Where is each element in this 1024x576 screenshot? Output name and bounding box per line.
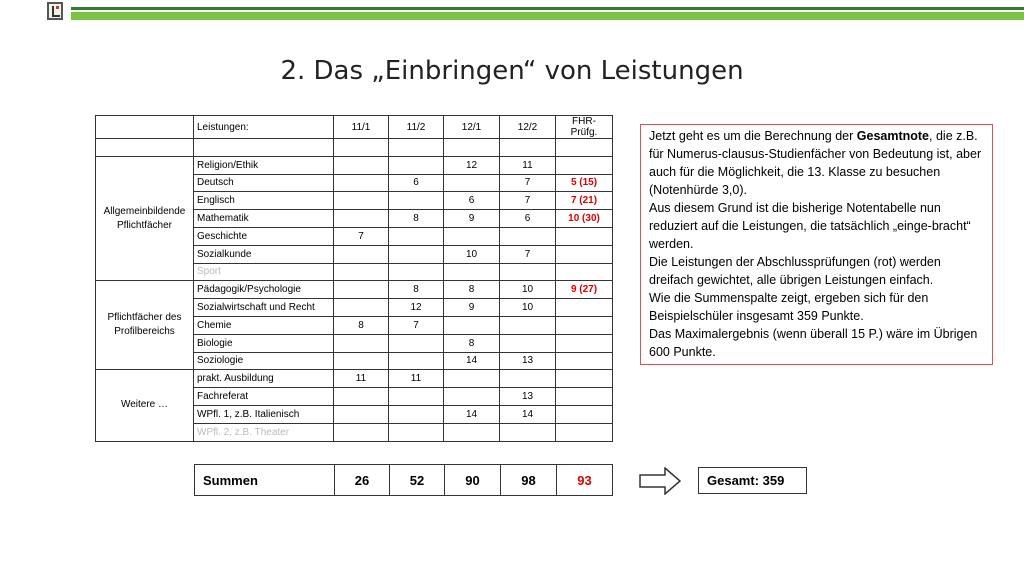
exam-grade: 7 (21) [556, 192, 613, 210]
table-row: Biologie 8 [96, 334, 613, 352]
column-header: 11/1 [334, 116, 389, 139]
table-row: Deutsch 6 7 5 (15) [96, 174, 613, 192]
sums-row [195, 465, 613, 496]
subject-label: Mathematik [194, 210, 334, 228]
table-row: Fachreferat 13 [96, 388, 613, 406]
sum-value: 90 [445, 465, 501, 496]
table-spacer-row [96, 139, 613, 157]
subject-label: Chemie [194, 316, 334, 334]
exam-grade: 9 (27) [556, 281, 613, 299]
subject-label: WPfl. 1, z.B. Italienisch [194, 405, 334, 423]
column-header: 12/2 [500, 116, 556, 139]
group-label: Allgemeinbildende Pflichtfächer [96, 156, 194, 281]
sums-table [194, 464, 613, 496]
total-box: Gesamt: 359 [698, 467, 807, 494]
subject-label: Sozialwirtschaft und Recht [194, 299, 334, 317]
arrow-right-icon [639, 467, 681, 495]
info-paragraph: Wie die Summenspalte zeigt, ergeben sich für den Beispielschüler insgesamt 359 Punkte. [649, 291, 929, 323]
subject-label: Englisch [194, 192, 334, 210]
info-paragraph: Das Maximalergebnis (wenn überall 15 P.) wäre im Übrigen 600 Punkte. [649, 327, 978, 359]
sums-label: Summen [195, 465, 335, 496]
table-row: WPfl. 1, z.B. Italienisch 14 14 [96, 405, 613, 423]
column-header: Leistungen: [194, 116, 334, 139]
table-row: Sozialkunde 10 7 [96, 245, 613, 263]
subject-label: Biologie [194, 334, 334, 352]
column-header: 12/1 [444, 116, 500, 139]
subject-label: prakt. Ausbildung [194, 370, 334, 388]
subject-label: Pädagogik/Psychologie [194, 281, 334, 299]
table-row: Soziologie 14 13 [96, 352, 613, 370]
subject-label: WPfl. 2, z.B. Theater [194, 423, 334, 441]
column-header: 11/2 [389, 116, 444, 139]
group-label: Weitere … [96, 370, 194, 441]
table-row: Weitere … prakt. Ausbildung 11 11 [96, 370, 613, 388]
sum-value: 26 [335, 465, 390, 496]
table-header-row [96, 116, 613, 139]
table-row: Geschichte 7 [96, 227, 613, 245]
group-label: Pflichtfächer des Profilbereichs [96, 281, 194, 370]
subject-label: Soziologie [194, 352, 334, 370]
subject-label: Sport [194, 263, 334, 281]
info-paragraph: Aus diesem Grund ist die bisherige Notentabelle nun reduziert auf die Leistungen, die tatsächlich „einge-bracht“ werden. [649, 201, 971, 251]
subject-label: Deutsch [194, 174, 334, 192]
subject-label: Fachreferat [194, 388, 334, 406]
exam-grade: 5 (15) [556, 174, 613, 192]
sum-value-exam: 93 [557, 465, 613, 496]
sum-value: 98 [501, 465, 557, 496]
exam-grade: 10 (30) [556, 210, 613, 228]
table-row: Sozialwirtschaft und Recht 12 9 10 [96, 299, 613, 317]
subject-label: Geschichte [194, 227, 334, 245]
subject-label: Religion/Ethik [194, 156, 334, 174]
table-row: Chemie 8 7 [96, 316, 613, 334]
table-row: Allgemeinbildende Pflichtfächer Religion/Ethik 12 11 [96, 156, 613, 174]
explanation-box [640, 124, 993, 365]
table-corner-cell [96, 116, 194, 139]
info-paragraph: Die Leistungen der Abschlussprüfungen (rot) werden dreifach gewichtet, alle übrigen Leistungen einfach. [649, 255, 941, 287]
subject-label: Sozialkunde [194, 245, 334, 263]
info-paragraph: Jetzt geht es um die Berechnung der Gesamtnote, die z.B. für Numerus-clausus-Studienfächer von Bedeutung ist, aber auch für die Möglichkeit, die 13. Klasse zu besuchen (Notenhürde 3,0). [649, 129, 982, 197]
grades-table [95, 115, 613, 442]
page-title: 2. Das „Einbringen“ von Leistungen [280, 56, 744, 86]
school-logo-icon [47, 2, 63, 20]
header-bar-dark [71, 7, 1024, 10]
sum-value: 52 [390, 465, 445, 496]
table-row: Pflichtfächer des Profilbereichs Pädagogik/Psychologie 8 8 10 9 (27) [96, 281, 613, 299]
table-row: Englisch 6 7 7 (21) [96, 192, 613, 210]
table-row: Mathematik 8 9 6 10 (30) [96, 210, 613, 228]
header-bar-light [71, 12, 1024, 20]
column-header: FHR-Prüfg. [556, 116, 613, 139]
